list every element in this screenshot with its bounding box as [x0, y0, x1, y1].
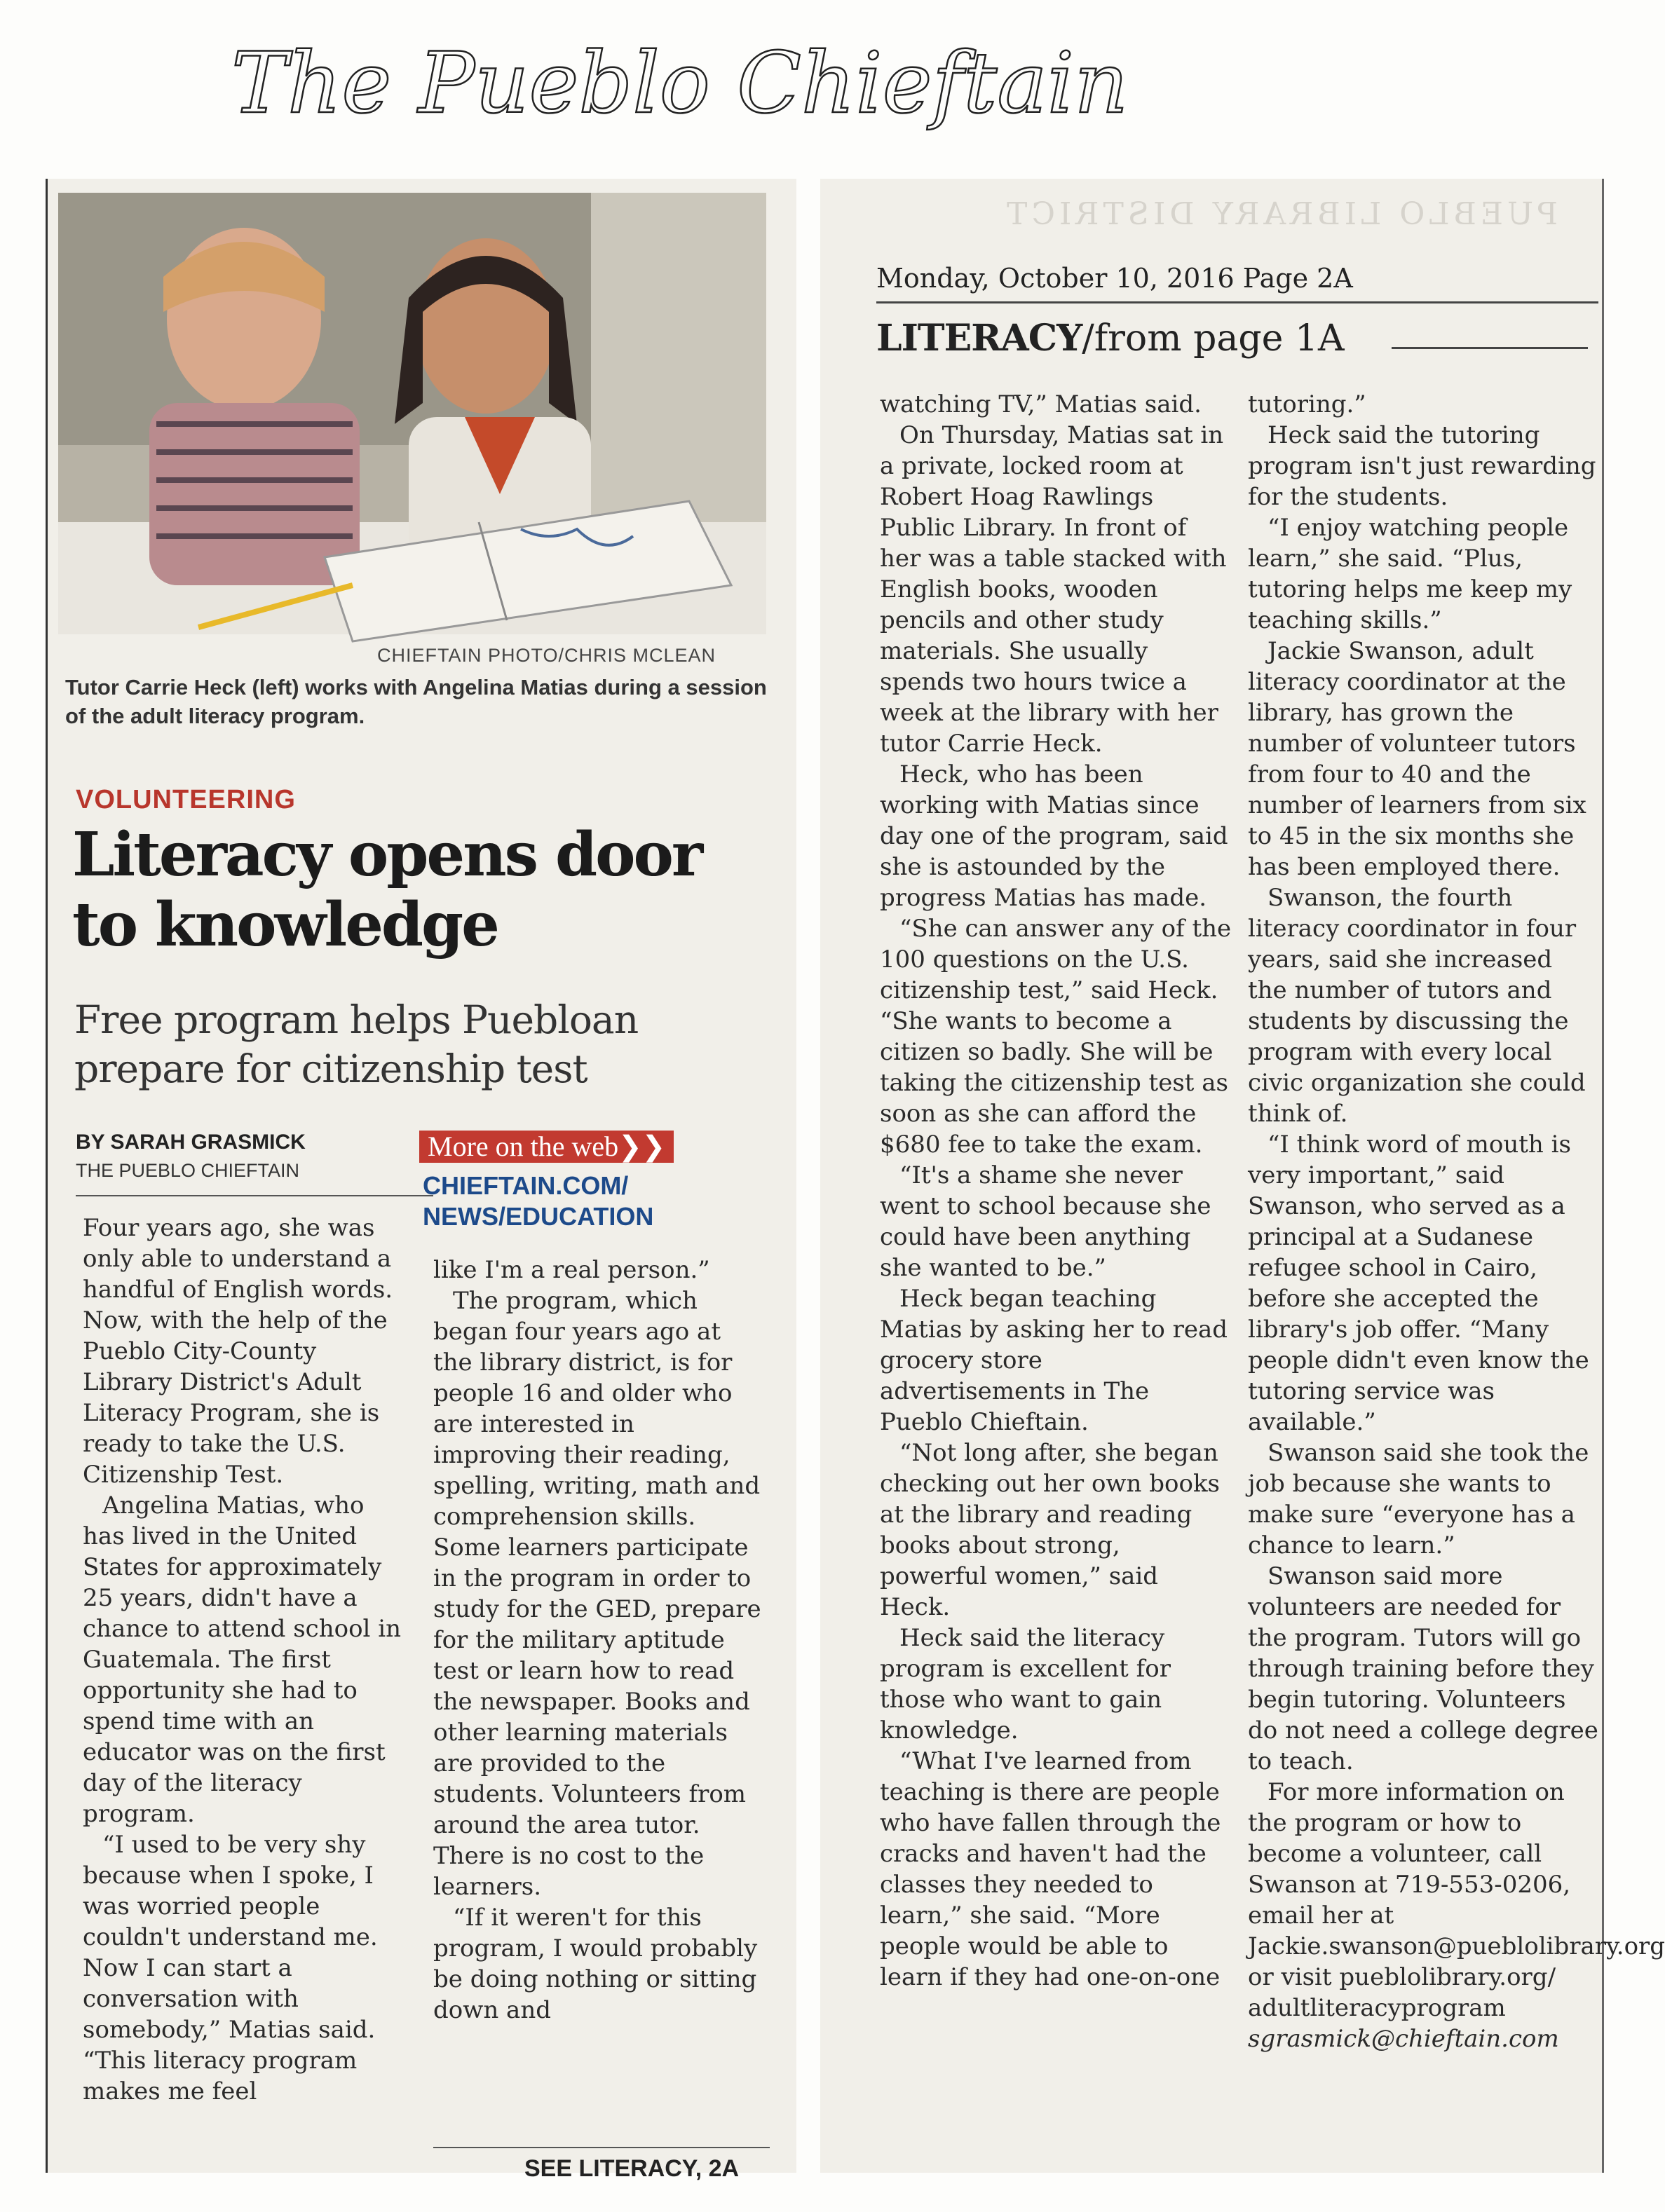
dateline-divider: [876, 301, 1598, 303]
handwritten-title: [231, 21, 1283, 147]
paragraph: Swanson, the fourth literacy coordinator in four years, said she increased the number of tutors and students by discussing the program with every local civic organization she could think of.: [1248, 884, 1586, 1128]
section-kicker: VOLUNTEERING: [76, 785, 296, 814]
paragraph: “I think word of mouth is very important,” said Swanson, who served as a principal at a Sudanese refugee school in Cairo, before she accepted the library's job offer. “Many people didn't even know the tutoring service was available.”: [1248, 1131, 1589, 1436]
paragraph: watching TV,” Matias said.: [880, 390, 1202, 418]
web-link[interactable]: CHIEFTAIN.COM/ NEWS/EDUCATION: [423, 1171, 654, 1231]
paragraph: Four years ago, she was only able to understand a handful of English words. Now, with the help of the Pueblo City-County Library District's Adult Literacy Program, she is ready to take the U.S. Citizenship Test.: [83, 1214, 393, 1489]
paragraph: “It's a shame she never went to school because she could have been anything she wanted to be.”: [880, 1161, 1211, 1282]
paragraph: Heck began teaching Matias by asking her to read grocery store advertisements in The Pueblo Chieftain.: [880, 1285, 1228, 1436]
headline: Literacy opens door to knowledge: [72, 819, 702, 960]
more-on-web-badge: [419, 1131, 674, 1163]
jump-headline-rule: [1392, 347, 1588, 349]
paragraph: tutoring.”: [1248, 390, 1366, 418]
jump-headline: [876, 317, 1345, 360]
dateline: Monday, October 10, 2016 Page 2A: [876, 263, 1353, 294]
byline-organization: THE PUEBLO CHIEFTAIN: [76, 1160, 300, 1181]
paragraph: “I used to be very shy because when I spoke, I was worried people couldn't understand me. Now I can start a conversation with somebody,” Matias said. “This literacy program makes me feel: [83, 1831, 378, 2105]
byline-divider: [76, 1195, 433, 1196]
paragraph: Heck said the tutoring program isn't just rewarding for the students.: [1248, 421, 1596, 511]
paragraph: On Thursday, Matias sat in a private, locked room at Robert Hoag Rawlings Public Library. In front of her was a table stacked with English books, wooden pencils and other study materials. She usually spends two hours twice a week at the library with her tutor Carrie Heck.: [880, 421, 1227, 758]
jump-divider: [433, 2147, 770, 2148]
continuation-clipping: [820, 179, 1665, 2173]
article-column-2: [433, 1255, 763, 2026]
jump-headline-bold: LITERACY: [876, 317, 1082, 360]
article-column-3: [880, 389, 1234, 1993]
photo-illustration: [58, 193, 766, 634]
paragraph: Swanson said more volunteers are needed for the program. Tutors will go through training before they begin tutoring. Volunteers do not need a college degree to teach.: [1248, 1562, 1598, 1775]
article-column-4: [1248, 389, 1665, 2054]
paragraph: Heck said the literacy program is excellent for those who want to gain knowledge.: [880, 1624, 1171, 1745]
see-literacy-jump: SEE LITERACY, 2A: [524, 2155, 740, 2182]
paragraph: “Not long after, she began checking out her own books at the library and reading books about strong, powerful women,” said Heck.: [880, 1439, 1220, 1621]
subheadline: Free program helps Puebloan prepare for citizenship test: [74, 997, 639, 1091]
paragraph: “She can answer any of the 100 questions on the U.S. citizenship test,” said Heck. “She wants to become a citizen so badly. She will be taking the citizenship test as soon as she can afford the $680 fee to take the exam.: [880, 915, 1232, 1159]
paragraph: “What I've learned from teaching is there are people who have fallen through the cracks and haven't had the classes they needed to learn,” she said. “More people would be able to learn if they had one-on-one: [880, 1747, 1221, 1991]
chevron-right-icon: ❯❯: [618, 1131, 666, 1162]
jump-headline-rest: /from page 1A: [1082, 318, 1345, 360]
paragraph: “I enjoy watching people learn,” she said. “Plus, tutoring helps me keep my teaching skills.”: [1248, 514, 1572, 634]
photo-caption: Tutor Carrie Heck (left) works with Angelina Matias during a session of the adult literacy program.: [65, 675, 767, 728]
paragraph: The program, which began four years ago at the library district, is for people 16 and older who are interested in improving their reading, spelling, writing, math and comprehension skills. Some learners participate in the program in order to study for the GED, prepare for the military aptitude test or learn how to read the newspaper. Books and other learning materials are provided to the students. Volunteers from around the area tutor. There is no cost to the learners.: [433, 1287, 761, 1901]
front-page-clipping: [46, 179, 796, 2182]
paragraph: Swanson said she took the job because she wants to make sure “everyone has a chance to learn.”: [1248, 1439, 1589, 1559]
handwritten-title-text: The Pueblo Chieftain: [231, 35, 1129, 132]
byline: BY SARAH GRASMICK: [76, 1131, 306, 1154]
paragraph: Angelina Matias, who has lived in the United States for approximately 25 years, didn't have a chance to attend school in Guatemala. The first opportunity she had to spend time with an educator was on the first day of the literacy program.: [83, 1491, 401, 1828]
paragraph: Jackie Swanson, adult literacy coordinator at the library, has grown the number of volunteer tutors from four to 40 and the number of learners from six to 45 in the six months she has been employed there.: [1248, 637, 1586, 881]
article-column-1: [83, 1213, 412, 2107]
bleed-through-masthead: PUEBLO LIBRARY DISTRICT: [1003, 196, 1558, 232]
more-on-web-label: More on the web: [428, 1131, 619, 1162]
paragraph: like I'm a real person.”: [433, 1256, 710, 1284]
paragraph: Heck, who has been working with Matias since day one of the program, said she is astounded by the progress Matias has made.: [880, 760, 1228, 912]
paragraph: “If it weren't for this program, I would probably be doing nothing or sitting down and: [433, 1904, 758, 2024]
author-email: sgrasmick@chieftain.com: [1248, 2025, 1559, 2053]
photo-credit: CHIEFTAIN PHOTO/CHRIS MCLEAN: [376, 645, 716, 666]
paragraph: For more information on the program or how to become a volunteer, call Swanson at 719-553-0206, email her at Jackie.swanson@pueblolibrary.org or visit pueblolibrary.org/ adultliteracyprogram: [1248, 1778, 1665, 2022]
article-photo: [58, 193, 766, 634]
